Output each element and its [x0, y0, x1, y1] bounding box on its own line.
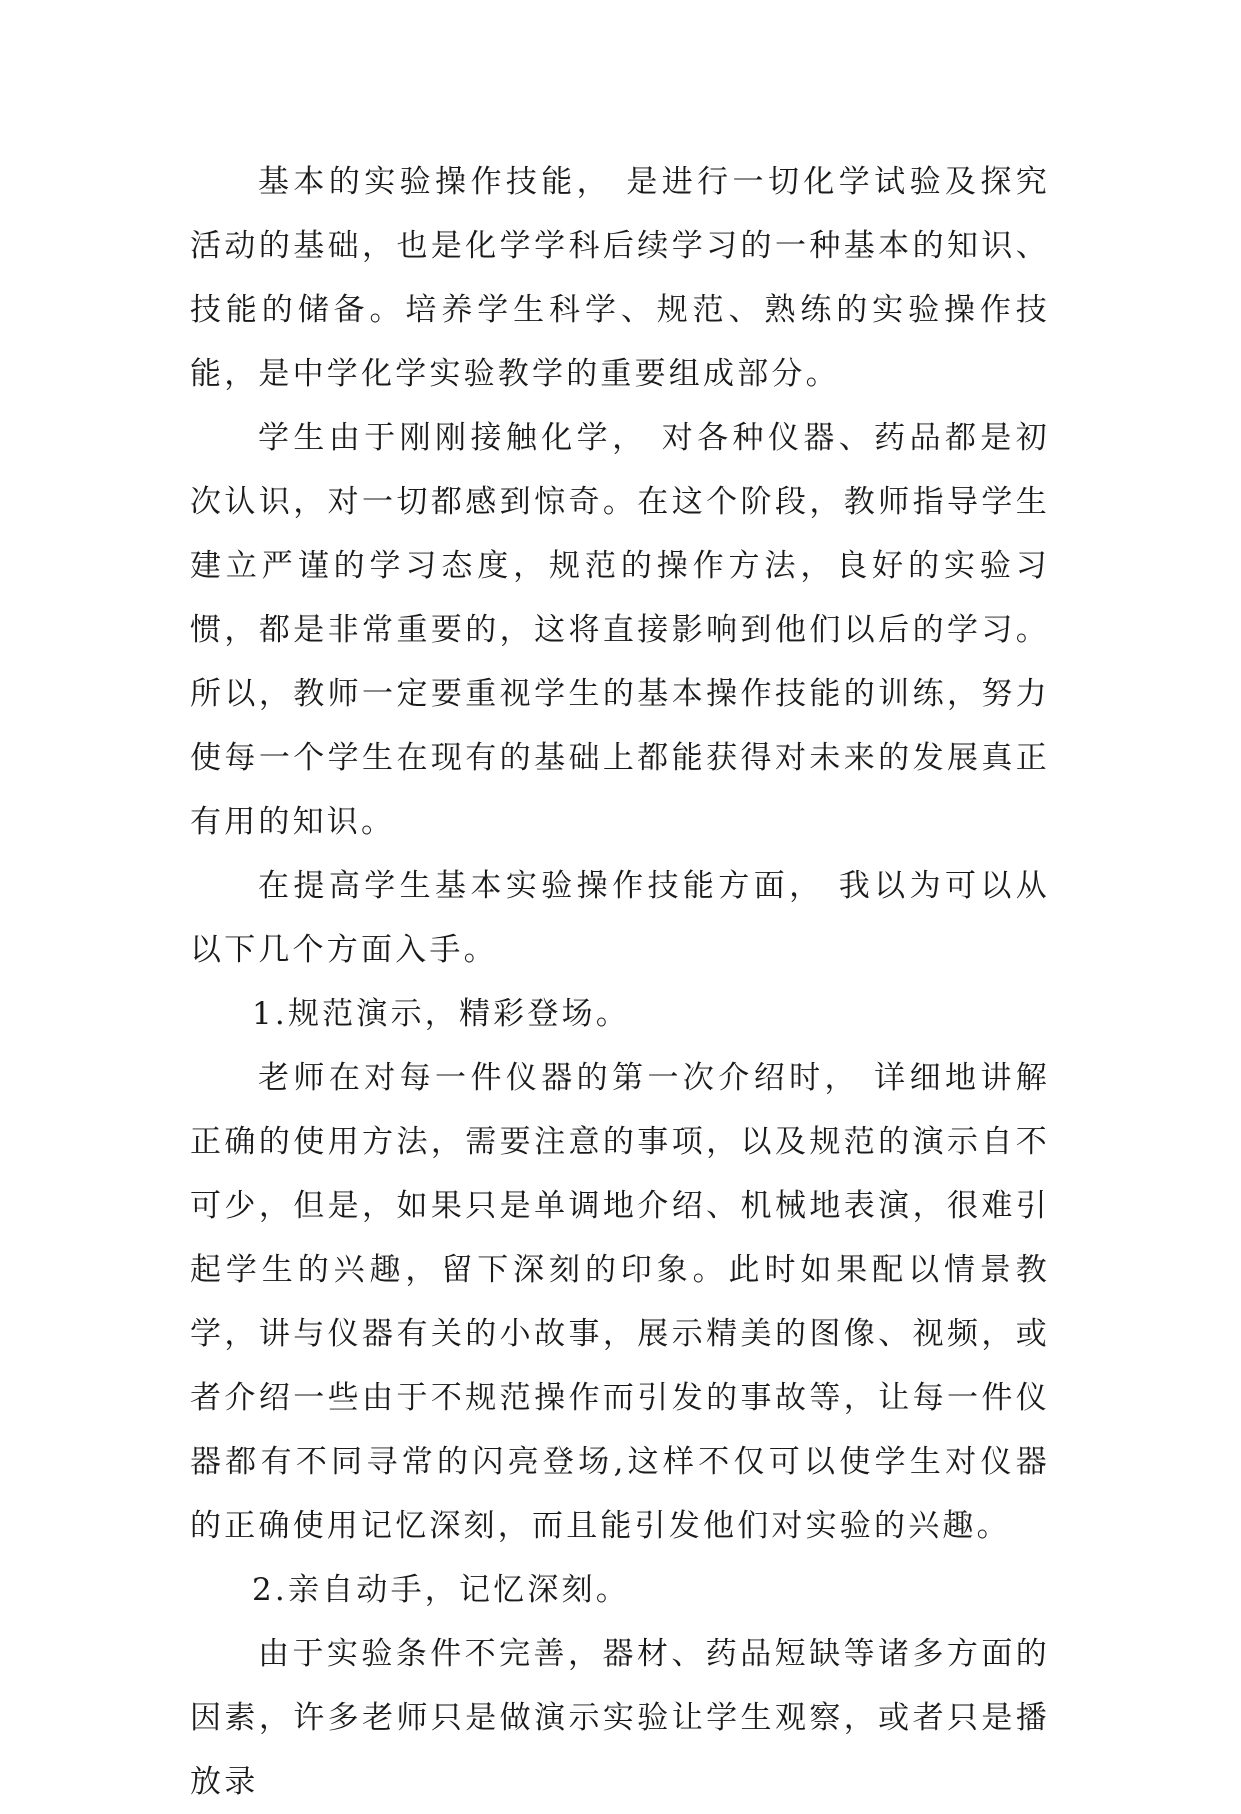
paragraph-4: 老师在对每一件仪器的第一次介绍时， 详细地讲解正确的使用方法，需要注意的事项，以及规范的演示自不可少，但是，如果只是单调地介绍、机械地表演，很难引起学生的兴趣，留下深刻的印象。此时如果配以情景教学，讲与仪器有关的小故事，展示精美的图像、视频，或者介绍一些由于不规范操作而引发的事故等，让每一件仪器都有不同寻常的闪亮登场,这样不仅可以使学生对仪器的正确使用记忆深刻，而且能引发他们对实验的兴趣。	[190, 1060, 1050, 1544]
paragraph-2: 学生由于刚刚接触化学， 对各种仪器、药品都是初次认识，对一切都感到惊奇。在这个阶段，教师指导学生建立严谨的学习态度，规范的操作方法，良好的实验习惯，都是非常重要的，这将直接影响到他们以后的学习。所以，教师一定要重视学生的基本操作技能的训练，努力使每一个学生在现有的基础上都能获得对未来的发展真正有用的知识。	[190, 420, 1050, 840]
section-heading-2: 2.亲自动手，记忆深刻。	[252, 1572, 630, 1608]
paragraph-1: 基本的实验操作技能， 是进行一切化学试验及探究活动的基础，也是化学学科后续学习的一种基本的知识、技能的储备。培养学生科学、规范、熟练的实验操作技能，是中学化学实验教学的重要组成部分。	[190, 164, 1050, 392]
paragraph-5: 由于实验条件不完善，器材、药品短缺等诸多方面的因素，许多老师只是做演示实验让学生观察，或者只是播放录	[190, 1636, 1050, 1800]
document-body	[190, 150, 1050, 1814]
section-heading-1: 1.规范演示，精彩登场。	[252, 996, 630, 1032]
paragraph-3: 在提高学生基本实验操作技能方面， 我以为可以从以下几个方面入手。	[190, 868, 1050, 968]
